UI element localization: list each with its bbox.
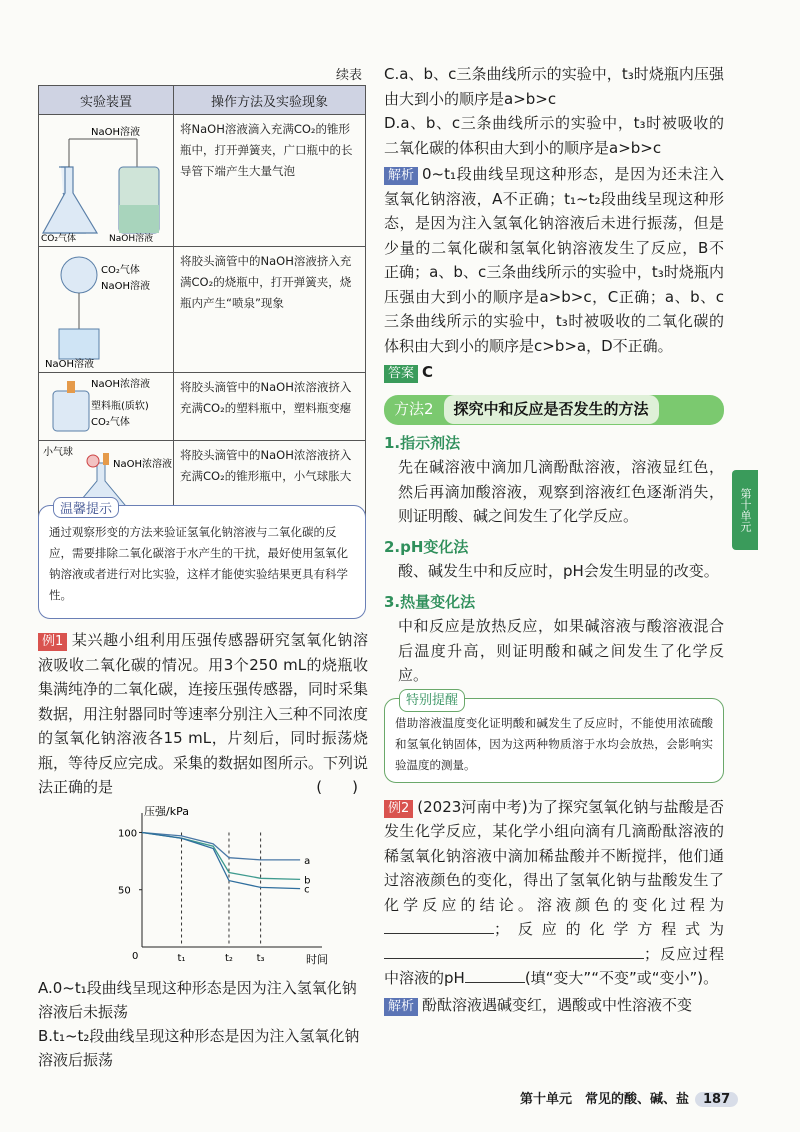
- label-co2-gas: CO₂气体: [41, 234, 76, 243]
- example-2-analysis: [384, 993, 724, 1018]
- blank-ph[interactable]: [465, 982, 525, 983]
- footer-unit: 第十单元 常见的酸、碱、盐: [520, 1092, 690, 1107]
- answer-value: C: [422, 363, 434, 381]
- apparatus-conical-flask-bottle: [39, 115, 173, 243]
- table-row: [39, 373, 366, 441]
- label-naoh-solution: NaOH溶液: [91, 127, 140, 138]
- origin-label: 0: [132, 951, 139, 962]
- label-naoh-conc: NaOH浓溶液: [91, 379, 150, 390]
- method-2-title: 探究中和反应是否发生的方法: [444, 395, 659, 424]
- section-text: 先在碱溶液中滴加几滴酚酞溶液，溶液显红色，然后再滴加酸溶液，观察到溶液红色逐渐消失，则证明酸、碱之间发生了化学反应。: [398, 458, 724, 525]
- pressure-chart: [102, 803, 332, 973]
- analysis-tag: 解析: [384, 167, 418, 185]
- table-cell-text: 将胶头滴管中的NaOH浓溶液挤入充满CO₂的塑料瓶中，塑料瓶变瘪: [174, 373, 366, 441]
- y-tick-label: 50: [118, 885, 131, 897]
- experiment-table: [38, 85, 366, 529]
- unit-side-tab: 第十单元: [732, 470, 758, 550]
- section-text: 中和反应是放热反应，如果碱溶液与酸溶液混合后温度升高，则证明酸和碱之间发生了化学反应。: [398, 617, 724, 684]
- analysis-text: 酚酞溶液遇碱变红，遇酸或中性溶液不变: [422, 995, 693, 1014]
- option-b: B.t₁~t₂段曲线呈现这种形态是因为注入氢氧化钠溶液后振荡: [38, 1027, 360, 1069]
- label-naoh-solution-2: NaOH溶液: [109, 234, 154, 243]
- example-1: [38, 628, 368, 800]
- analysis-text: 0~t₁段曲线呈现这种形态，是因为还未注入氢氧化钠溶液，A不正确；t₁~t₂段曲线呈现这种形态，是因为注入氢氧化钠溶液后未进行振荡，但是少量的二氧化碳和氢氧化钠溶液发生了反应，B不正确；a、b、c三条曲线所示的实验中，t₃时烧瓶内压强由大到小的顺序是a>b>c，C正确；a、b、c三条曲线所示的实验中，t₃时被吸收的二氧化碳的体积由大到小的顺序是c>b>a，D不正确。: [384, 165, 724, 355]
- option-a: A.0~t₁段曲线呈现这种形态是因为注入氢氧化钠溶液后未振荡: [38, 979, 357, 1021]
- label-co2-gas: CO₂气体: [101, 265, 140, 276]
- example-2-tag: 例2: [384, 800, 413, 818]
- apparatus-fountain-flask: [39, 247, 173, 369]
- section-title: 3.热量变化法: [384, 592, 476, 611]
- special-reminder-badge: 特别提醒: [399, 689, 465, 712]
- example-1-paren: ( ): [316, 778, 358, 796]
- warm-tip-text: 通过观察形变的方法来验证氢氧化钠溶液与二氧化碳的反应，需要排除二氧化碳溶于水产生的干扰，最好使用氢氧化钠溶液或者进行对比实验，这样才能使实验结果更具有科学性。: [49, 525, 348, 602]
- label-plastic-bottle: 塑料瓶(质软): [91, 401, 149, 412]
- label-naoh-solution-2: NaOH溶液: [45, 359, 94, 369]
- table-cell-text: 将胶头滴管中的NaOH溶液挤入充满CO₂的烧瓶中，打开弹簧夹，烧瓶内产生“喷泉”现象: [174, 247, 366, 373]
- table-header-device: 实验装置: [39, 86, 174, 115]
- label-co2-gas: CO₂气体: [91, 417, 130, 428]
- warm-tip-badge: 温馨提示: [53, 497, 119, 518]
- answer-tag: 答案: [384, 365, 418, 383]
- label-naoh-conc: NaOH浓溶液: [113, 459, 172, 470]
- blank-color-change[interactable]: [384, 933, 494, 934]
- x-tick-label: t₁: [177, 953, 186, 964]
- blank-equation[interactable]: [384, 958, 644, 959]
- table-header-method: 操作方法及实验现象: [174, 86, 366, 115]
- section-title: 2.pH变化法: [384, 537, 469, 556]
- example-1-answer: [384, 360, 724, 385]
- series-line-b: [142, 833, 300, 880]
- x-tick-label: t₃: [256, 953, 265, 964]
- series-line-a: [142, 833, 300, 860]
- example-2: [384, 795, 724, 991]
- table-cell-text: 将NaOH溶液滴入充满CO₂的锥形瓶中，打开弹簧夹，广口瓶中的长导管下端产生大量气泡: [174, 115, 366, 247]
- example-1-continued: [384, 62, 724, 1017]
- example-1-tag: 例1: [38, 633, 67, 651]
- label-naoh-solution: NaOH溶液: [101, 281, 150, 292]
- section-text: 酸、碱发生中和反应时，pH会发生明显的改变。: [398, 562, 719, 580]
- y-tick-label: 100: [118, 828, 138, 840]
- label-small-balloon: 小气球: [43, 447, 73, 458]
- series-label-b: b: [304, 875, 311, 887]
- y-axis-label: 压强/kPa: [144, 805, 189, 818]
- example-2-text-a: (2023河南中考)为了探究氢氧化钠与盐酸是否发生化学反应，某化学小组向滴有几滴酚酞溶液的稀氢氧化钠溶液中滴加稀盐酸并不断搅拌，他们通过溶液颜色的变化，得出了氢氧化钠与盐酸发生了化学反应的结论。溶液颜色的变化过程为: [384, 797, 724, 914]
- warm-tip-box: [38, 502, 366, 619]
- example-1-text: 某兴趣小组利用压强传感器研究氢氧化钠溶液吸收二氧化碳的情况。用3个250 mL的烧瓶收集满纯净的二氧化碳，连接压强传感器，同时采集数据，用注射器同时等速率分别注入三种不同浓度的氢氧化钠溶液各15 mL，片刻后，同时振荡烧瓶，等待反应完成。采集的数据如图所示。下列说法正确的是: [38, 631, 369, 796]
- analysis-tag: 解析: [384, 998, 418, 1016]
- x-tick-label: t₂: [224, 953, 233, 964]
- continued-label: 续表: [335, 68, 362, 83]
- example-1-options: [38, 976, 368, 1072]
- table-row: [39, 247, 366, 373]
- method-2-label: 方法2: [394, 400, 434, 419]
- example-2-text-b: ；反应的化学方程式为: [494, 920, 724, 938]
- example-2-text-c: ；反应过程中溶液的pH: [384, 944, 724, 987]
- section-title: 1.指示剂法: [384, 433, 461, 452]
- option-c: C.a、b、c三条曲线所示的实验中，t₃时烧瓶内压强由大到小的顺序是a>b>c: [384, 65, 724, 108]
- table-row: [39, 115, 366, 247]
- series-label-a: a: [304, 855, 311, 867]
- apparatus-plastic-bottle: [39, 373, 173, 437]
- x-axis-label: 时间: [306, 953, 328, 966]
- page-number: 187: [695, 1092, 738, 1107]
- option-d: D.a、b、c三条曲线所示的实验中，t₃时被吸收的二氧化碳的体积由大到小的顺序是a>b>c: [384, 114, 724, 157]
- page-footer: [520, 1088, 738, 1107]
- method-2-header: [384, 395, 724, 425]
- special-reminder-box: [384, 692, 724, 783]
- example-2-text-d: (填“变大”“不变”或“变小”)。: [524, 969, 719, 987]
- special-reminder-text: 借助溶液温度变化证明酸和碱发生了反应时，不能使用浓硫酸和氢氧化钠固体，因为这两种物质溶于水均会放热，会影响实验温度的测量。: [395, 715, 713, 772]
- table-cell-text: 将胶头滴管中的NaOH浓溶液挤入充满CO₂的锥形瓶中，小气球胀大: [174, 441, 366, 529]
- example-1-analysis: [384, 162, 724, 358]
- series-label-c: c: [304, 884, 310, 896]
